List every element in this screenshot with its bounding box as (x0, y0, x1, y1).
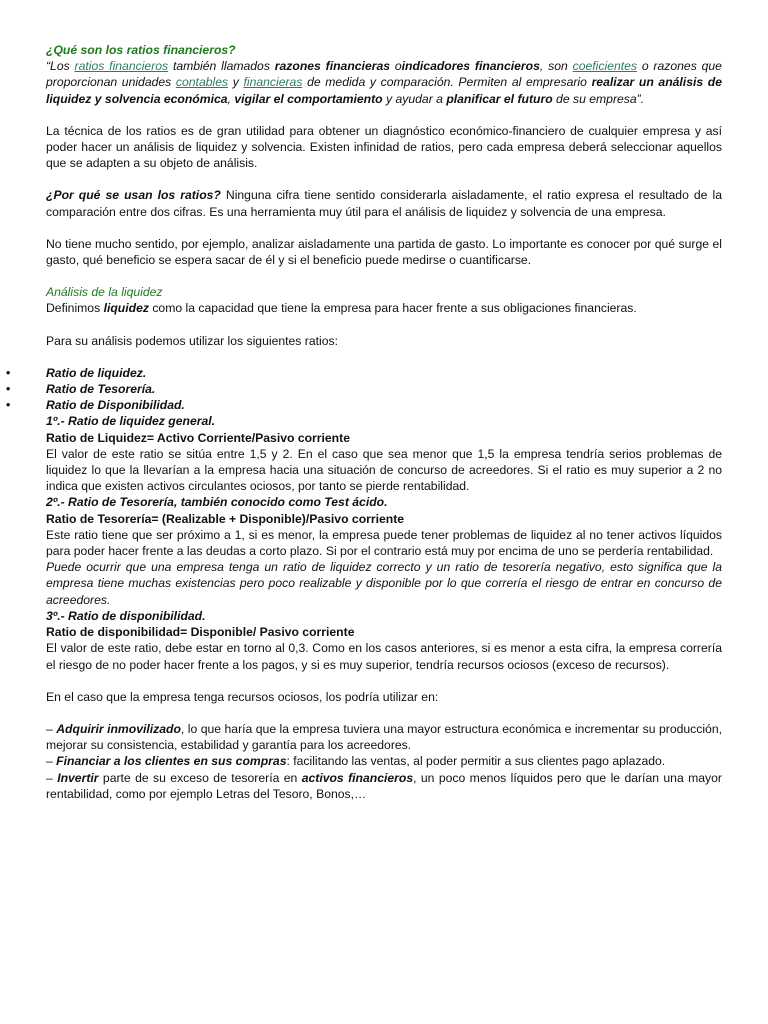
list-item-label: Ratio de liquidez. (46, 365, 147, 380)
list-item (6, 365, 722, 381)
q1-bold-1: realizar un análisis de liquidez y solvencia económica (46, 75, 723, 106)
item-1-text: , lo que haría que la empresa tuviera una mayor estructura económica e incrementar su producción, mejorar su consistencia, estabilidad y garantía para los acreedores. (46, 721, 723, 753)
term-financiar-clientes: Financiar a los clientes en sus compras (56, 754, 287, 769)
q1-text-7: de medida y comparación. Permiten al empresario (302, 75, 592, 90)
definicion-text-b: como la capacidad que tiene la empresa para hacer frente a sus obligaciones financieras. (148, 301, 637, 316)
bullet-icon: • (6, 382, 11, 397)
q1-text-8: , (227, 91, 235, 106)
dash-3: – (46, 770, 58, 785)
q1-text-2: también llamados (168, 59, 275, 74)
item-adquirir-inmovilizado (46, 721, 722, 753)
link-ratios-financieros[interactable]: ratios financieros (74, 59, 169, 74)
paragraph-ociosos-intro: En el caso que la empresa tenga recursos ociosos, los podría utilizar en: (46, 689, 439, 704)
formula-ratio-liquidez: Ratio de Liquidez= Activo Corriente/Pasivo corriente (46, 430, 350, 445)
item-2-text: : facilitando las ventas, al poder permitir a sus clientes pago aplazado. (286, 754, 666, 769)
q1-title: ¿Qué son los ratios financieros? (46, 43, 236, 57)
note-ratio-tesoreria: Puede ocurrir que una empresa tenga un ratio de liquidez correcto y un ratio de tesorería negativo, esto significa que la empresa tiene muchas existencias pero poco realizable y disponible por lo que correría el riesgo de entrar en concurso de acreedores. (46, 560, 722, 607)
item-invertir (46, 770, 722, 802)
dash-2: – (46, 754, 57, 769)
paragraph-intro-ratios: Para su análisis podemos utilizar los siguientes ratios: (46, 333, 338, 348)
heading-ratio-tesoreria: 2º.- Ratio de Tesorería, también conocido como Test ácido. (46, 495, 388, 510)
item-3-text-a: parte de su exceso de tesorería en (98, 770, 302, 785)
q1-paragraph (46, 58, 722, 107)
q1-text-9: y ayudar a (382, 91, 447, 106)
text-ratio-liquidez: El valor de este ratio se sitúa entre 1,5 y 2. En el caso que sea menor que 1,5 la empresa tendría serios problemas de liquidez lo que la llevarían a la empresa hacia una situación de concurso de acreedores. Si el ratio es muy superior a 2 no indica que existen activos circulantes ociosos, por tanto se pierde rentabilidad. (46, 446, 722, 494)
ratios-bullet-list (6, 365, 722, 414)
heading-liquidez: Análisis de la liquidez (46, 285, 163, 300)
q1-text-6: y (228, 75, 244, 90)
q1-bold-2: vigilar el comportamiento (234, 91, 383, 106)
q1-text-1: “Los (46, 59, 75, 74)
item-financiar-clientes (46, 753, 722, 769)
term-activos-financieros: activos financieros (301, 770, 414, 785)
item-3-text-b: , un poco menos líquidos pero que le darían una mayor rentabilidad, como por ejemplo Letras del Tesoro, Bonos,… (46, 770, 722, 801)
list-item-label: Ratio de Tesorería. (46, 382, 156, 397)
dash-1: – (46, 721, 57, 736)
text-ratio-tesoreria: Este ratio tiene que ser próximo a 1, si es menor, la empresa puede tener problemas de liquidez al no tener activos líquidos para poder hacer frente a las deudas a corto plazo. Si por el contrario está muy por encima de uno se perdería rentabilidad. (46, 527, 722, 559)
q2-text: Ninguna cifra tiene sentido considerarla aisladamente, el ratio expresa el resultado de la comparación entre dos cifras. Es una herramienta muy útil para el análisis de liquidez y solvencia de una empresa. (46, 188, 722, 219)
q1-text-3: o (390, 59, 402, 74)
formula-ratio-tesoreria: Ratio de Tesorería= (Realizable + Disponible)/Pasivo corriente (46, 511, 405, 526)
formula-ratio-disponibilidad: Ratio de disponibilidad= Disponible/ Pasivo corriente (46, 625, 355, 640)
list-item-label: Ratio de Disponibilidad. (46, 398, 185, 413)
term-liquidez: liquidez (103, 301, 149, 316)
term-adquirir-inmovilizado: Adquirir inmovilizado (56, 721, 181, 736)
link-contables[interactable]: contables (175, 75, 229, 90)
q1-bold-3: planificar el futuro (446, 91, 553, 106)
term-invertir: Invertir (57, 770, 99, 785)
q1-text-4: , son (539, 59, 573, 74)
paragraph-sentido: No tiene mucho sentido, por ejemplo, analizar aisladamente una partida de gasto. Lo importante es conocer por qué surge el gasto, qué beneficio se espera sacar de él y si el beneficio puede medirse o cuantificarse. (46, 236, 722, 268)
bullet-icon: • (6, 365, 11, 380)
term-indicadores-financieros: indicadores financieros (401, 59, 540, 74)
q1-text-5: o razones que proporcionan unidades (46, 59, 722, 90)
definicion-text-a: Definimos (46, 301, 104, 316)
heading-ratio-disponibilidad: 3º.- Ratio de disponibilidad. (46, 608, 206, 623)
q2-question: ¿Por qué se usan los ratios? (46, 188, 221, 203)
link-financieras[interactable]: financieras (243, 75, 303, 90)
q1-text-10: de su empresa”. (552, 91, 645, 106)
list-item (6, 397, 722, 413)
link-coeficientes[interactable]: coeficientes (572, 59, 637, 74)
q1-text (46, 59, 722, 105)
text-ratio-disponibilidad: El valor de este ratio, debe estar en torno al 0,3. Como en los casos anteriores, si es menor a esta cifra, la empresa correría el riesgo de no poder hacer frente a los pagos, y si es muy superior, tendría recursos ociosos (exceso de recursos). (46, 641, 722, 672)
bullet-icon: • (6, 398, 11, 413)
list-item (6, 381, 722, 397)
paragraph-tecnica: La técnica de los ratios es de gran utilidad para obtener un diagnóstico económico-financiero de cualquier empresa y así poder hacer un análisis de liquidez y solvencia. Existen infinidad de ratios, pero cada empresa deberá seleccionar aquellos que se adapten a su objeto de análisis. (46, 123, 722, 171)
heading-ratio-liquidez: 1º.- Ratio de liquidez general. (46, 414, 216, 429)
paragraph-definicion (46, 300, 722, 316)
paragraph-por-que (46, 187, 722, 219)
term-razones-financieras: razones financieras (274, 59, 391, 74)
document-page (6, 42, 723, 802)
